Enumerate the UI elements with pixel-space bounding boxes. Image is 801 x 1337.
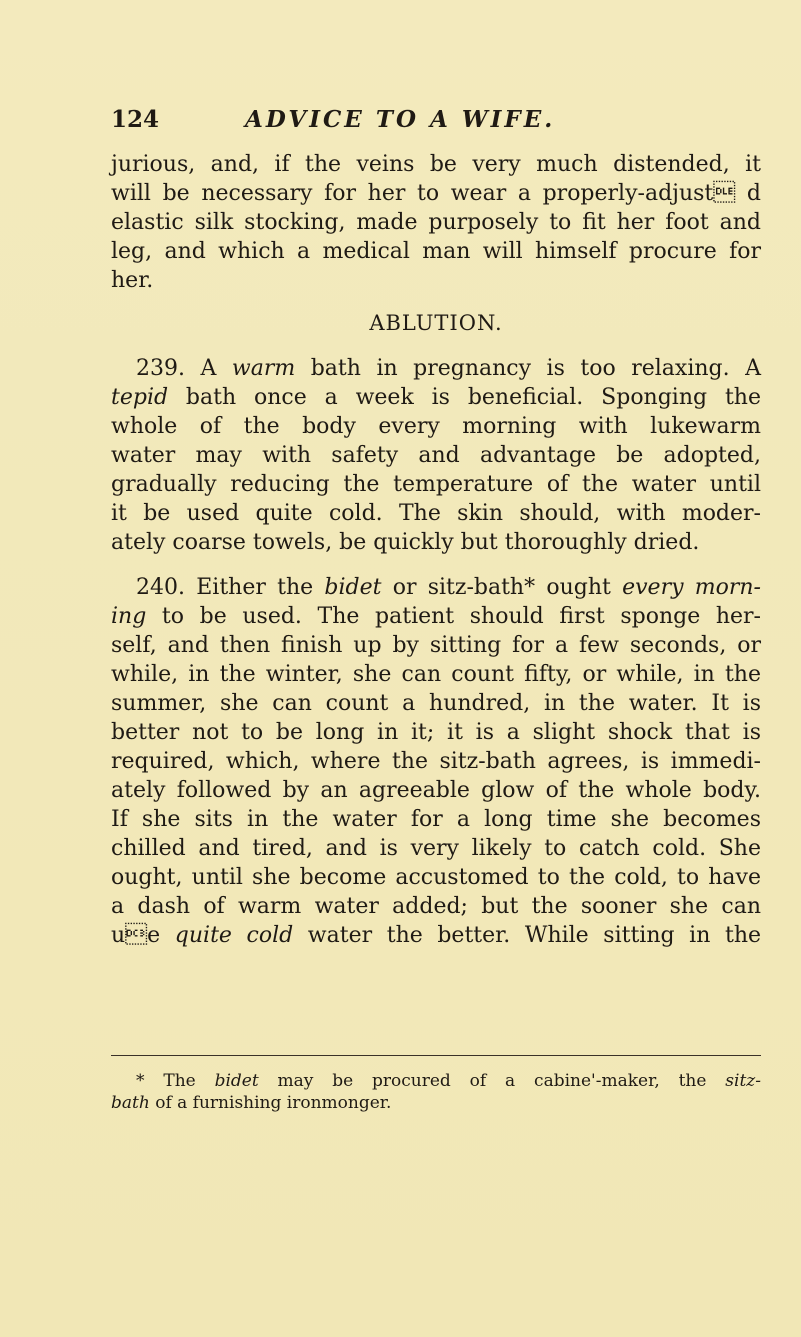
text-line: gradually reducing the temperature of the water until — [111, 472, 761, 497]
text-line: required, which, where the sitz-bath agrees, is immedi- — [111, 749, 761, 774]
text-line: ing to be used. The patient should first sponge her- — [111, 604, 761, 629]
section-heading: ABLUTION. — [369, 311, 503, 335]
text-line: chilled and tired, and is very likely to catch cold. She — [111, 836, 761, 861]
text-line: ue quite cold water the better. While sitting in the — [111, 923, 762, 948]
text-line: leg, and which a medical man will himself procure for — [111, 239, 761, 264]
text-line: will be necessary for her to wear a properly-adjust d — [111, 181, 761, 206]
text-line: ately coarse towels, be quickly but thoroughly dried. — [111, 530, 700, 555]
running-head: ADVICE TO A WIFE. — [245, 106, 556, 133]
footnote-line: bath of a furnishing ironmonger. — [111, 1093, 392, 1113]
paragraph-gap — [111, 557, 761, 573]
text-line: ately followed by an agreeable glow of the whole body. — [111, 778, 761, 803]
text-line: self, and then finish up by sitting for a few seconds, or — [111, 633, 761, 658]
text-line: whole of the body every morning with lukewarm — [111, 414, 761, 439]
text-line: ought, until she become accustomed to the cold, to have — [111, 865, 761, 890]
text-line: a dash of warm water added; but the sooner she can — [111, 894, 761, 919]
footnote-line: * The bidet may be procured of a cabine'-maker, the sitz- — [136, 1071, 761, 1091]
body-text — [111, 150, 761, 950]
footnote — [111, 1070, 761, 1114]
text-line: her. — [111, 268, 154, 293]
text-line: while, in the winter, she can count fifty, or while, in the — [111, 662, 761, 687]
text-line: 239. A warm bath in pregnancy is too relaxing. A — [136, 356, 761, 381]
page-header — [111, 106, 761, 136]
text-line: 240. Either the bidet or sitz-bath* ought every morn- — [136, 575, 761, 600]
text-line: water may with safety and advantage be adopted, — [111, 443, 761, 468]
continuation-paragraph — [111, 150, 761, 295]
paragraph-240 — [111, 573, 761, 950]
text-line: elastic silk stocking, made purposely to fit her foot and — [111, 210, 761, 235]
text-line: tepid bath once a week is beneficial. Sponging the — [111, 385, 761, 410]
text-line: If she sits in the water for a long time she becomes — [111, 807, 761, 832]
text-line: jurious, and, if the veins be very much distended, it — [111, 152, 761, 177]
text-line: better not to be long in it; it is a slight shock that is — [111, 720, 761, 745]
footnote-rule — [111, 1055, 761, 1056]
text-line: summer, she can count a hundred, in the water. It is — [111, 691, 761, 716]
page-number: 124 — [111, 106, 160, 133]
text-line: it be used quite cold. The skin should, with moder- — [111, 501, 761, 526]
paragraph-239 — [111, 354, 761, 557]
